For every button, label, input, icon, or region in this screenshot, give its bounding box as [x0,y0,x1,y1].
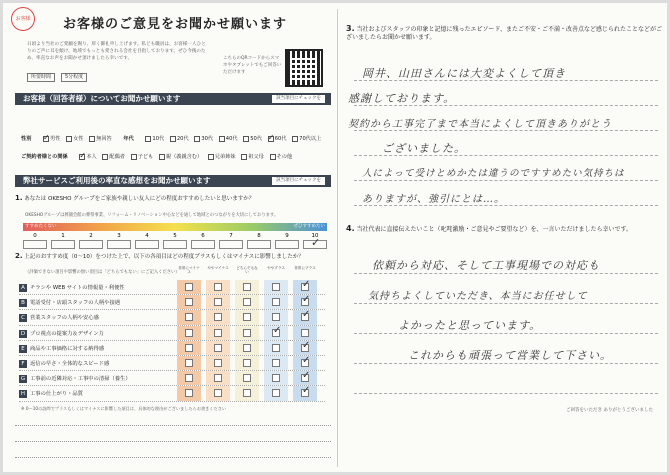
checkbox-age-60[interactable] [268,136,274,142]
section1-note: 該当項目にチェックを [272,95,325,103]
checkbox-spouse[interactable] [102,154,108,160]
option-sibling: 兄弟姉妹 [214,154,236,160]
col-header-plus: ややプラス [267,266,285,270]
rating-item [19,374,131,383]
option-age-30: 30代 [201,136,214,142]
scale-box-4[interactable] [135,240,159,249]
checkbox-sibling[interactable] [208,154,214,160]
rating-row [19,310,325,325]
rating-item [19,389,83,398]
question-4-text: 当社代表に直接伝えたいこと（叱咤激励・ご意見やご要望など）を、一言いただけましたら幸いです。 [356,226,633,233]
rating-item-label: 工事の仕上がり・品質 [30,391,83,398]
checkbox-age-30[interactable] [194,136,200,142]
rating-item [19,313,99,322]
relation-row [21,153,292,160]
recommend-scale [23,223,327,247]
option-age-20: 20代 [176,136,189,142]
rating-checkbox[interactable] [272,329,280,337]
option-age-70: 70代以上 [299,136,322,142]
survey-sheet [3,3,667,472]
option-other: その他 [276,154,293,160]
option-age-60: 60代 [274,136,287,142]
rating-checkbox[interactable] [301,329,309,337]
rating-row [19,280,325,295]
rating-item-label: プロ視点の提案力＆デザイン力 [30,330,104,337]
option-child: 子ども [137,154,154,160]
scale-number: 3 [117,233,121,239]
question-3-text: 当社およびスタッフの印象と記憶に残ったエピソード、またご不安・ご不満・改善点など感じられたことなどがございましたらお聞かせ願います。 [346,26,662,41]
rating-item-label: 商品や工事価格に対する納得感 [30,345,105,352]
rating-item-letter: G [20,376,26,383]
scale-boxes [23,240,327,249]
answer3-text-6: ありますが、強引にとは…。 [362,194,505,205]
col-header-minus: ややマイナス [207,266,229,270]
answer3-text-3: 契約から工事完了まで本当によくして頂きありがとう [348,119,612,130]
col-header-very-plus: 非常にプラス [294,266,316,270]
rating-row [19,341,325,356]
checkbox-female[interactable] [66,136,72,142]
option-grandparent: 祖父母 [248,154,264,160]
section1-title: お客様（回答者様）についてお聞かせ願います [23,94,181,103]
rating-item-letter: B [19,299,27,307]
rating-checkbox[interactable] [214,389,222,397]
rating-checkbox[interactable] [243,389,251,397]
rating-checkbox[interactable] [272,389,280,397]
checkbox-other[interactable] [270,154,276,160]
rating-checkbox[interactable] [214,283,222,291]
answer4-line-4 [354,363,658,364]
rating-checkbox[interactable] [301,298,309,306]
checkbox-age-10[interactable] [145,136,151,142]
rating-row [19,326,325,341]
qr-caption: こちらのQRコードからスマホやタブレットでもご回答いただけます [223,56,282,75]
scale-gradient [23,223,327,231]
age-label: 年代 [123,136,134,142]
question-2-text: 上記のおすすめ度（0〜10）をつけた上で、以下の各項目はどの程度プラスもしくはマイナスに影響しましたか？ [24,254,304,260]
rating-item-label: チラシや WEB サイトの情報量・利便性 [30,285,125,291]
rating-checkbox[interactable] [185,283,193,291]
relation-label: ご契約者様との関係 [21,154,68,160]
rating-checkbox[interactable] [301,374,309,382]
option-age-40: 40代 [225,136,238,142]
rating-checkbox[interactable] [243,374,251,382]
rating-checkbox[interactable] [185,344,193,352]
rating-checkbox[interactable] [301,389,309,397]
answer3-text-5: 人によって受けとめかたは違うのですすめたい気持ちは [362,168,625,179]
option-age-10: 10代 [152,136,165,142]
answer4-text-4: これからも頑張って営業して下さい。 [408,349,612,362]
rating-checkbox[interactable] [185,389,193,397]
rating-row [19,356,325,371]
scale-number: 7 [229,233,233,239]
section2-header [15,175,331,187]
option-male: 男性 [50,136,61,142]
rating-checkbox[interactable] [243,359,251,367]
rating-item-letter: A [19,284,27,292]
answer3-text-2: 感謝しております。 [348,92,456,105]
comment-line-3[interactable] [15,457,331,458]
scale-number: 8 [257,233,261,239]
rating-item [19,329,104,338]
rating-item-label: 電話受付・店頭スタッフの人柄や接遇 [30,300,121,307]
rating-item-label: 工事前の近隣対応・工事中の清掃（養生） [30,376,131,383]
rating-checkbox[interactable] [272,283,280,291]
question-2: 2. 上記のおすすめ度（0〜10）をつけた上で、以下の各項目はどの程度プラスもしくはマイナスに影響しましたか？ [15,252,304,260]
rating-checkbox[interactable] [214,359,222,367]
qr-code-icon [285,49,323,87]
answer3-line-5 [354,180,658,181]
rating-row [19,386,325,401]
question-4-number: 4. [346,224,355,233]
option-spouse: 配偶者 [109,154,125,160]
checkbox-age-40[interactable] [219,136,225,142]
checkbox-age-70[interactable] [292,136,298,142]
answer4-line-5 [354,393,658,394]
rating-checkbox[interactable] [243,344,251,352]
checkbox-parent[interactable] [159,154,165,160]
section2-note: 該当項目にチェックを [272,177,325,185]
rating-item-letter: C [19,314,27,322]
comment-line-2[interactable] [15,441,331,442]
divider [337,9,338,467]
scale-number: 10 [311,233,319,239]
option-female: 女性 [73,136,84,142]
rating-checkbox[interactable] [272,298,280,306]
checkbox-self[interactable] [79,154,85,160]
rating-item [19,298,120,307]
scale-box-1[interactable] [51,240,75,249]
scale-high-label: ぜひすすめたい [293,224,325,229]
intro-text: 日頃より当社のご愛顧を賜り、厚く御礼申し上げます。私ども職員は、お客様一人ひとりのご声に耳を傾け、地域でもっとも愛される会社を目指しております。ぜひ今後のため、率直なお声をお聞かせ頂けましたら幸いです。 [27,42,206,61]
rating-checkbox[interactable] [243,329,251,337]
answer4-line-1 [354,273,658,274]
rating-checkbox[interactable] [243,298,251,306]
checkbox-child[interactable] [131,154,137,160]
scale-box-3[interactable] [107,240,131,249]
rating-checkbox[interactable] [301,359,309,367]
question-1: 1. あなたは OKESHO グループをご家族や親しい友人にどの程度おすすめしたいと思いますか？ [15,194,255,202]
question-4 [346,225,664,234]
scale-box-7[interactable] [219,240,243,249]
option-no-answer: 無回答 [96,136,112,142]
rating-item-letter: F [19,360,27,368]
question-3 [346,25,664,42]
time-tag-value: 5分程度 [61,73,87,82]
rating-checkbox[interactable] [185,359,193,367]
scale-low-label: すすめたくない [25,224,57,229]
comment-line-1[interactable] [15,425,331,426]
scale-number: 5 [173,233,177,239]
scale-number: 0 [33,233,37,239]
rating-item-letter: D [20,330,26,337]
time-tag-label: 所要時間 [27,73,55,82]
scale-box-0[interactable] [23,240,47,249]
rating-checkbox[interactable] [243,283,251,291]
rating-checkbox[interactable] [185,374,193,382]
right-column [340,3,667,472]
checkbox-grandparent[interactable] [241,154,247,160]
rating-checkbox[interactable] [272,313,280,321]
rating-item-label: 営業スタッフの人柄や安心感 [30,315,99,322]
rating-checkbox[interactable] [185,313,193,321]
scale-box-2[interactable] [79,240,103,249]
answer4-text-1: 依頼から対応、そして工事現場での対応も [372,259,600,272]
rating-item [19,283,125,292]
rating-checkbox[interactable] [301,313,309,321]
stamp-logo: お客様 [11,7,35,31]
scale-numbers [23,233,327,239]
col-header-neutral: どちらでもない [236,266,258,275]
section2-title: 弊社サービスご利用後の率直な感想をお聞かせ願います [23,176,211,185]
answer3-line-3 [354,130,658,131]
question-1-text: あなたは OKESHO グループをご家族や親しい友人にどの程度おすすめしたいと思いますか？ [24,196,255,202]
checkbox-age-50[interactable] [243,136,249,142]
gender-row [21,135,321,142]
rating-row [19,371,325,386]
gender-label: 性別 [21,136,32,142]
rating-item-letter: E [19,345,27,353]
question-3-number: 3. [346,24,355,33]
scale-box-5[interactable] [163,240,187,249]
rating-checkbox[interactable] [185,329,193,337]
checkbox-male[interactable] [43,136,49,142]
page-title: お客様のご意見をお聞かせ願います [63,17,288,32]
rating-checkbox[interactable] [214,298,222,306]
answer4-line-2 [354,303,658,304]
answer3-text-4: ございました。 [382,142,466,155]
option-parent: 親（義親含む） [165,154,203,160]
rating-item [19,344,104,353]
thanks-note: ご回答をいただき ありがとうございました [566,408,653,413]
rating-checkbox[interactable] [272,374,280,382]
answer4-text-3: よかったと思っています。 [398,319,542,332]
rating-checkbox[interactable] [214,374,222,382]
rating-checkbox[interactable] [243,313,251,321]
scale-number: 2 [89,233,93,239]
rating-item [19,359,109,368]
checkbox-age-20[interactable] [170,136,176,142]
scale-box-8[interactable] [247,240,271,249]
left-column [3,3,336,472]
checkbox-no-answer[interactable] [89,136,95,142]
rating-checkbox[interactable] [301,344,309,352]
scale-number: 9 [285,233,289,239]
rating-checkbox[interactable] [185,298,193,306]
rating-checkbox[interactable] [214,344,222,352]
rating-checkbox[interactable] [301,283,309,291]
scale-box-9[interactable] [275,240,299,249]
rating-row [19,295,325,310]
footnote: ※ 0〜10の設問でプラスもしくはマイナスに影響した項目は、具体的な理由がございましたらお書きください [21,406,227,411]
question-2-sub: （評価できない項目や影響の無い項目は「どちらでもない」にご記入ください） [25,270,180,275]
scale-number: 4 [145,233,149,239]
answer3-line-6 [354,205,658,206]
rating-item-letter: H [20,391,26,398]
scale-number: 6 [201,233,205,239]
question-1-sub: OKESHOグループは葬儀会館の葬祭事業、リフォーム・リノベーション中心などを通して地域とのつながりを大切にしております。 [25,213,279,218]
answer3-text-1: 岡井、山田さんには大変よくして頂き [362,67,566,80]
answer4-text-2: 気持ちよくしていただき、本当にお任せして [368,291,588,302]
option-self: 本人 [86,154,97,160]
section1-header [15,93,331,105]
rating-checkbox[interactable] [272,359,280,367]
rating-checkbox[interactable] [272,344,280,352]
scale-number: 1 [61,233,65,239]
answer4-line-3 [354,333,658,334]
rating-item-label: 返信の早さ・全体的なスピード感 [30,360,110,367]
rating-checkbox[interactable] [214,313,222,321]
option-age-50: 50代 [250,136,263,142]
scale-box-10[interactable] [303,240,327,249]
col-header-very-minus: 非常にマイナス [178,266,200,275]
rating-checkbox[interactable] [214,329,222,337]
scale-box-6[interactable] [191,240,215,249]
